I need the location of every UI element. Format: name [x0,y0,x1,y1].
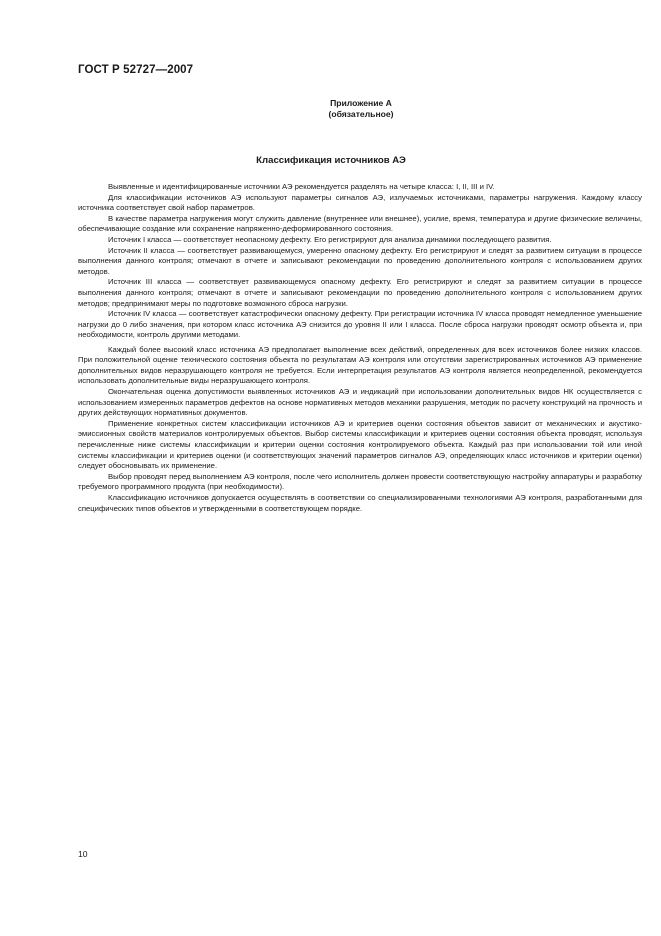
standard-designation: ГОСТ Р 52727—2007 [78,64,194,76]
paragraph: Выявленные и идентифицированные источники АЭ рекомендуется разделять на четыре класса: I, II, III и IV. [108,182,495,191]
section-title: Классификация источников АЭ [256,155,406,166]
paragraph: Применение конкретных систем классификации источников АЭ и критериев оценки состояния объектов зависит от механических и акустико-эмиссионных свойств материалов контролируемых объектов. Выбор системы классификации и критериев оценки состояния объекта проводят, используя перечисленные ниже системы классификации и критерии оценки состояния контролируемого объекта. Каждый раз при использовании той или иной системы классификации и критериев оценки (и соответствующих значений параметров сигналов АЭ, определяющих класс источников и критерии оценки) следует обосновывать их применение. [78,418,642,471]
appendix-heading [230,98,492,120]
paragraph: Выбор проводят перед выполнением АЭ контроля, после чего исполнитель должен провести соответствующую настройку аппаратуры и разработку требуемого программного продукта (при необходимости). [78,471,642,492]
paragraph: Источник IV класса — соответствует катастрофически опасному дефекту. При регистрации источника IV класса проводят немедленное уменьшение нагрузки до 0 либо значения, при котором класс источника АЭ снизится до уровня II или I класса. После сброса нагрузки проводят осмотр объекта и, при необходимости, контроль другими методами. [78,309,642,340]
body-text [78,182,642,514]
appendix-label: Приложение А [330,98,392,108]
paragraph: Источник III класса — соответствует развивающемуся опасному дефекту. Его регистрируют и следят за развитием ситуации в процессе выполнения данного контроля; отмечают в отчете и записывают рекомендации по проведению дополнительного контроля с использованием других методов; предпринимают меры по подготовке возможного сброса нагрузки. [78,277,642,308]
paragraph: Каждый более высокий класс источника АЭ предполагает выполнение всех действий, определенных для всех источников более низких классов. При положительной оценке технического состояния объекта по результатам АЭ контроля или отсутствии зарегистрированных источников АЭ применение дополнительных видов неразрушающего контроля не требуется. Если интерпретация результатов АЭ контроля является неопределенной, рекомендуется использовать дополнительные виды неразрушающего контроля. [78,344,642,386]
paragraph: Окончательная оценка допустимости выявленных источников АЭ и индикаций при использовании дополнительных видов НК осуществляется с использованием измеренных параметров дефектов на основе нормативных методов механики разрушения, методик по расчету конструкций на прочность и других действующих нормативных документов. [78,387,642,418]
paragraph: Классификацию источников допускается осуществлять в соответствии со специализированными технологиями АЭ контроля, разработанными для специфических типов объектов и утвержденными в соответствующем порядке. [78,493,642,513]
page-number: 10 [78,849,88,859]
appendix-status: (обязательное) [328,109,394,119]
paragraph: Для классификации источников АЭ используют параметры сигналов АЭ, излучаемых источниками, параметры нагружения. Каждому классу источника соответствует свой набор параметров. [78,192,642,213]
paragraph: Источник I класса — соответствует неопасному дефекту. Его регистрируют для анализа динамики последующего развития. [108,234,552,244]
paragraph: Источник II класса — соответствует развивающемуся, умеренно опасному дефекту. Его регистрируют и следят за развитием ситуации в процессе выполнения данного контроля; отмечают в отчете и записывают рекомендации по проведению дополнительного контроля с использованием других методов. [78,245,642,276]
paragraph: В качестве параметра нагружения могут служить давление (внутреннее или внешнее), усилие, время, температура и другие физические величины, обеспечивающие создание или сохранение напряженно-деформированного состояния. [78,213,642,234]
